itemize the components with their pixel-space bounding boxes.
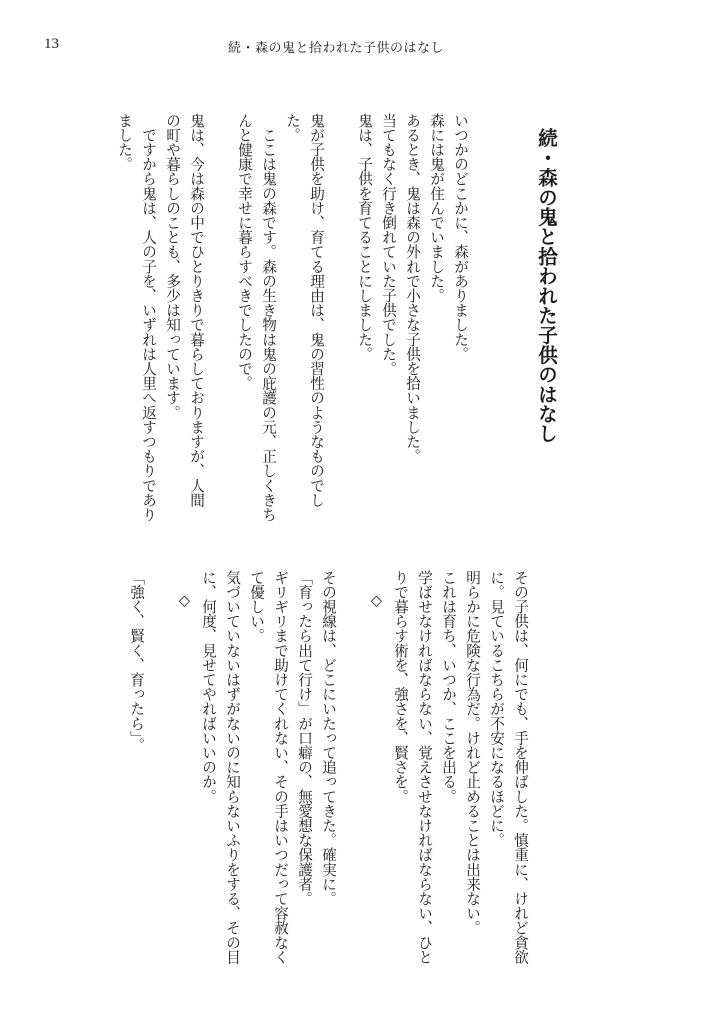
text-line: 鬼が子供を助け、育てる理由は、鬼の習性のようなものでし (308, 113, 325, 508)
text-line: ギリギリまで助けてくれない、その手はいつだって容赦なく (272, 570, 289, 965)
text-line: に。見ているこちらが不安になるほどに。 (488, 570, 505, 848)
text-line: んと健康で幸せに暮らすべきでしたので。 (236, 113, 253, 391)
text-line: りで暮らす術を、強さを、賢さを。 (392, 570, 409, 804)
section-divider-diamond: ◇ (176, 591, 193, 609)
text-line: の町や暮らしのことも、多少は知っています。 (164, 113, 181, 420)
section-divider-diamond: ◇ (368, 591, 385, 609)
story-title: 続・森の鬼と拾われた子供のはなし (535, 128, 558, 444)
blank-line (340, 570, 364, 980)
text-line: 「育ったら出て行け」が口癖の、無愛想な保護者。 (296, 570, 313, 906)
text-line: 鬼は、今は森の中でひとりきりで暮らしておりますが、人間 (188, 113, 205, 508)
text-line: て優しい。 (248, 570, 265, 643)
text-line: た。 (284, 113, 301, 143)
text-line: ですから鬼は、人の子を、いずれは人里へ返すつもりであり (140, 113, 157, 522)
text-line: 鬼は、子供を育てることにしました。 (356, 113, 373, 362)
text-line: これは育ち、いつか、ここを出る。 (440, 570, 457, 804)
blank-line (208, 113, 232, 523)
text-line: その視線は、どこにいたって追ってきた。確実に。 (320, 570, 337, 906)
text-line: 森には鬼が住んでいました。 (428, 113, 445, 303)
text-line: あるとき、鬼は森の外れで小さな子供を拾いました。 (404, 113, 421, 464)
text-line: 明らかに危険な行為だ。けれど止めることは出来ない。 (464, 570, 481, 935)
blank-line (328, 113, 352, 523)
page-number: 13 (44, 36, 59, 52)
text-line: 気づいていないはずがないのに知らないふりをする、その目 (224, 570, 241, 965)
text-line: 学ばせなければならない、覚えさせなければならない、ひと (416, 570, 433, 965)
text-line: いつかのどこかに、森がありました。 (452, 113, 469, 362)
text-line: ここは鬼の森です。森の生き物は鬼の庇護の元、正しくきち (260, 113, 277, 522)
upper-text-block (112, 113, 472, 523)
text-line: その子供は、何にでも、手を伸ばした。慎重に、けれど貪欲 (512, 570, 529, 965)
blank-line (148, 570, 172, 980)
text-line: に、何度、見せてやればいいのか。 (200, 570, 217, 804)
text-line: 「強く、賢く、育ったら」。 (128, 570, 145, 753)
text-line: 当てもなく行き倒れていた子供でした。 (380, 113, 397, 376)
text-line: ました。 (116, 113, 133, 172)
lower-text-block (124, 570, 532, 980)
running-head: 続・森の鬼と拾われた子供のはなし (227, 41, 444, 56)
